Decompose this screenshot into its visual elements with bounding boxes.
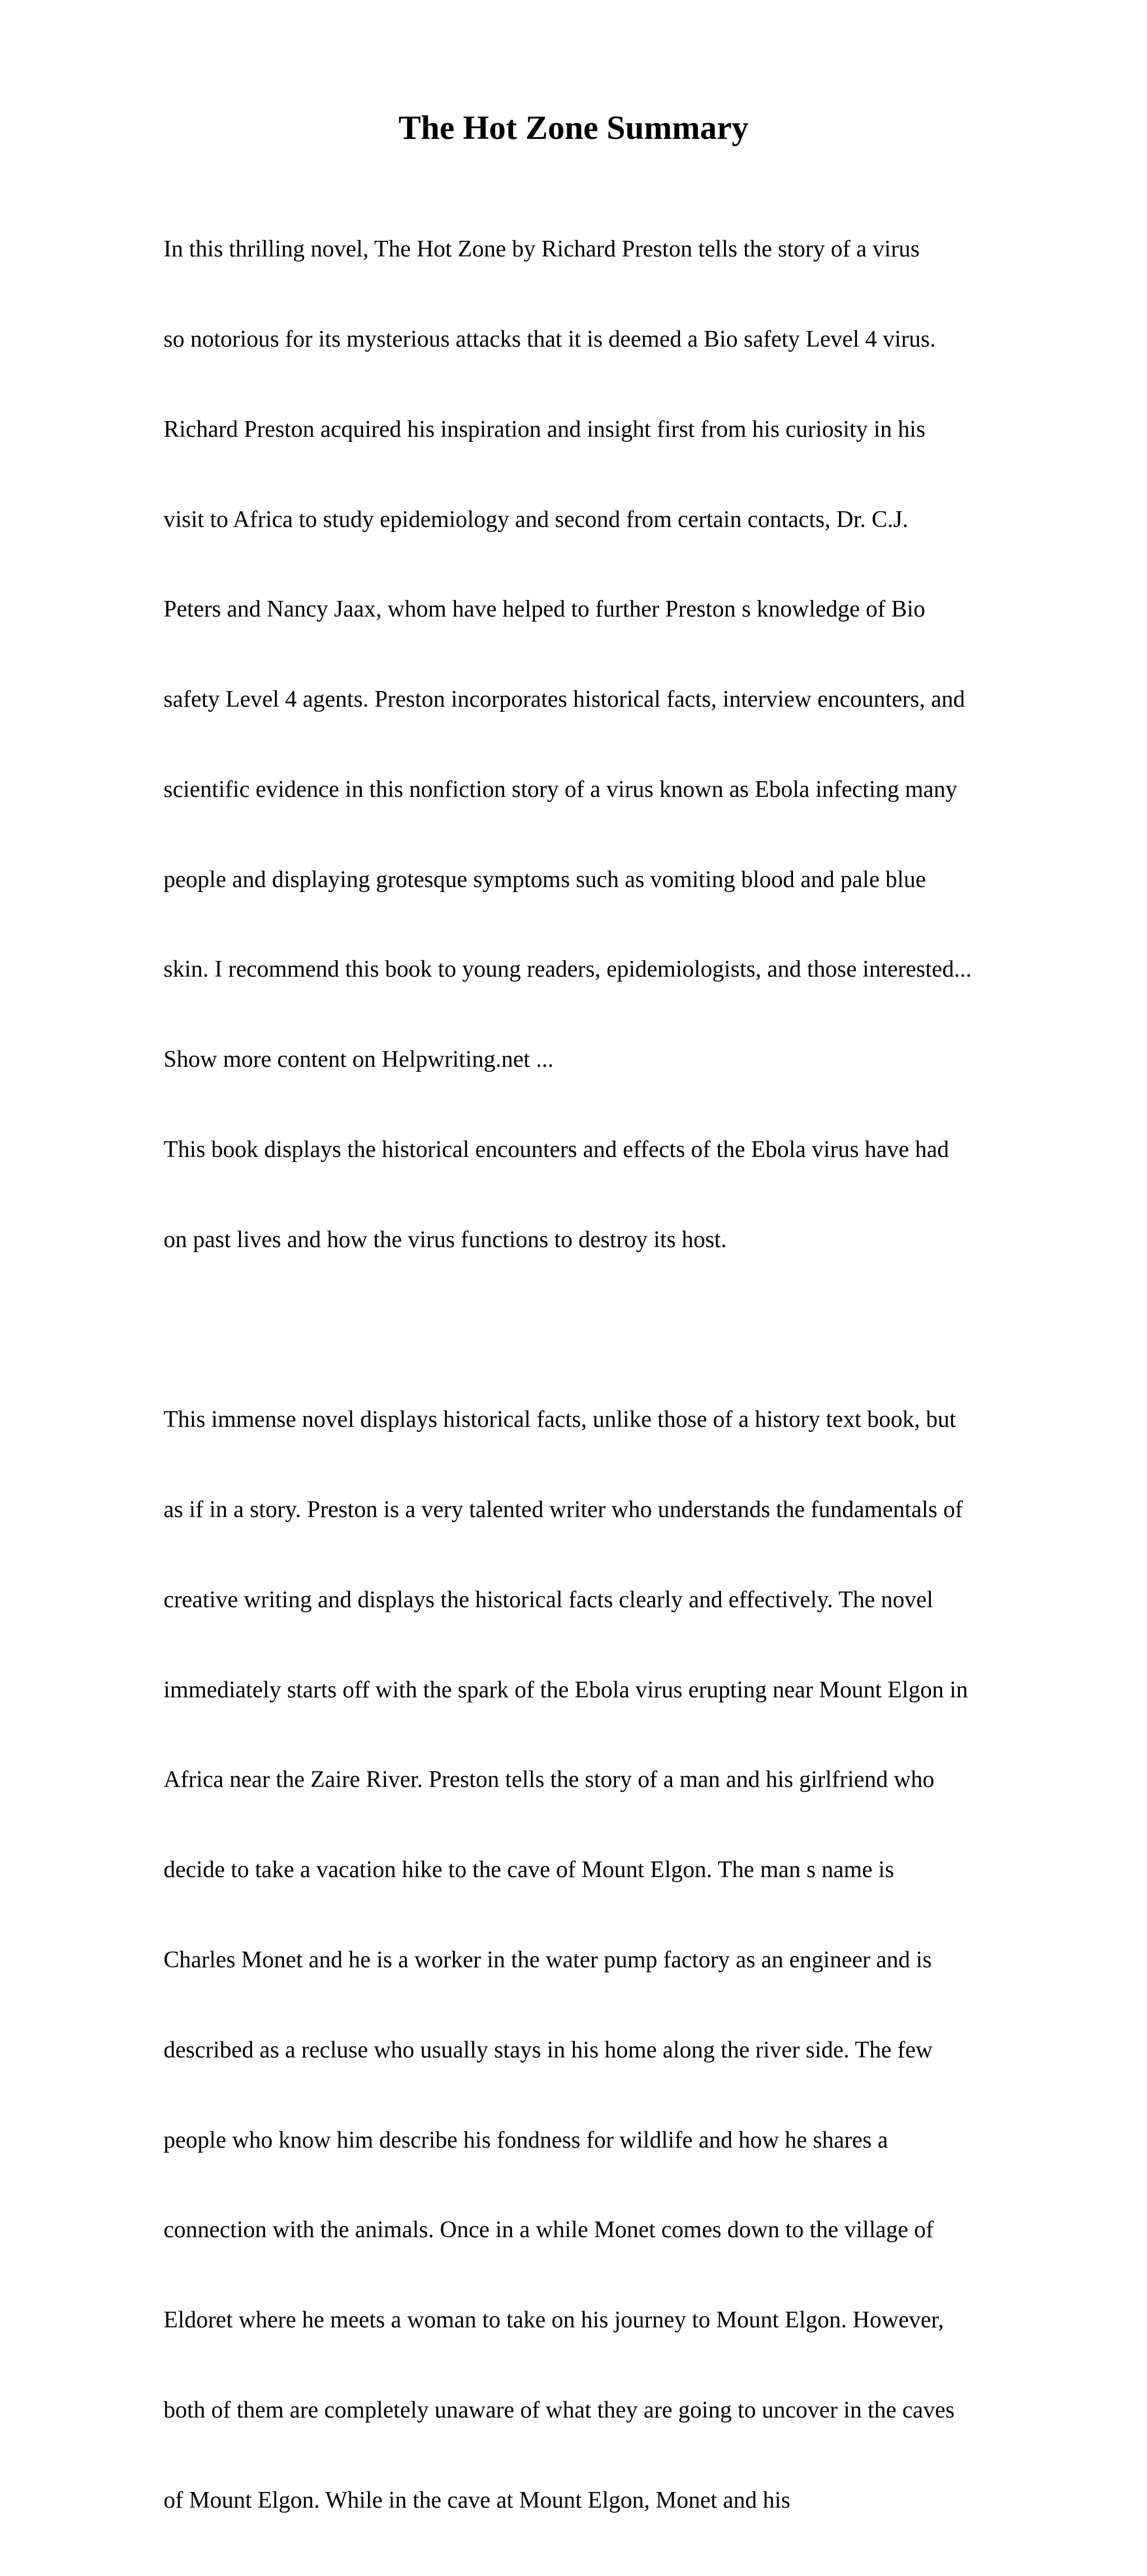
text-line: creative writing and displays the historical facts clearly and effectively. The novel — [164, 1586, 934, 1613]
text-line: Charles Monet and he is a worker in the water pump factory as an engineer and is — [164, 1947, 932, 1973]
show-more-link-text: Show more content on Helpwriting.net ... — [164, 1047, 554, 1073]
text-line: on past lives and how the virus functions to destroy its host. — [164, 1226, 727, 1253]
text-line: as if in a story. Preston is a very talented writer who understands the fundamentals of — [164, 1497, 963, 1523]
paragraph-spacer — [164, 1315, 1127, 1346]
text-line: both of them are completely unaware of what they are going to uncover in the caves — [164, 2397, 955, 2423]
document-body — [164, 175, 1127, 2576]
text-line: people and displaying grotesque symptoms such as vomiting blood and pale blue — [164, 866, 926, 893]
text-line: Richard Preston acquired his inspiration and insight first from his curiosity in his — [164, 416, 926, 442]
text-line: people who know him describe his fondness for wildlife and how he shares a — [164, 2127, 888, 2153]
text-line: immediately starts off with the spark of the Ebola virus erupting near Mount Elgon in — [164, 1677, 968, 1703]
page-title: The Hot Zone Summary — [398, 109, 749, 146]
text-line: visit to Africa to study epidemiology and second from certain contacts, Dr. C.J. — [164, 506, 908, 533]
text-line: skin. I recommend this book to young readers, epidemiologists, and those interested... — [164, 956, 972, 983]
text-line: so notorious for its mysterious attacks that it is deemed a Bio safety Level 4 virus. — [164, 326, 936, 352]
text-line: of Mount Elgon. While in the cave at Mount Elgon, Monet and his — [164, 2487, 791, 2513]
text-line: Peters and Nancy Jaax, whom have helped to further Preston s knowledge of Bio — [164, 596, 925, 623]
text-line: In this thrilling novel, The Hot Zone by Richard Preston tells the story of a virus — [164, 236, 920, 263]
text-line: scientific evidence in this nonfiction story of a virus known as Ebola infecting many — [164, 776, 958, 802]
text-line: safety Level 4 agents. Preston incorporates historical facts, interview encounters, and — [164, 687, 966, 713]
text-line: decide to take a vacation hike to the cave of Mount Elgon. The man s name is — [164, 1857, 894, 1883]
text-line: described as a recluse who usually stays in his home along the river side. The few — [164, 2037, 933, 2063]
text-line: connection with the animals. Once in a while Monet comes down to the village of — [164, 2217, 934, 2243]
text-line: Eldoret where he meets a woman to take on his journey to Mount Elgon. However, — [164, 2307, 944, 2334]
text-line: This book displays the historical encounters and effects of the Ebola virus have had — [164, 1137, 949, 1163]
text-line: Africa near the Zaire River. Preston tells the story of a man and his girlfriend who — [164, 1767, 935, 1793]
text-line: This immense novel displays historical facts, unlike those of a history text book, but — [164, 1407, 956, 1433]
